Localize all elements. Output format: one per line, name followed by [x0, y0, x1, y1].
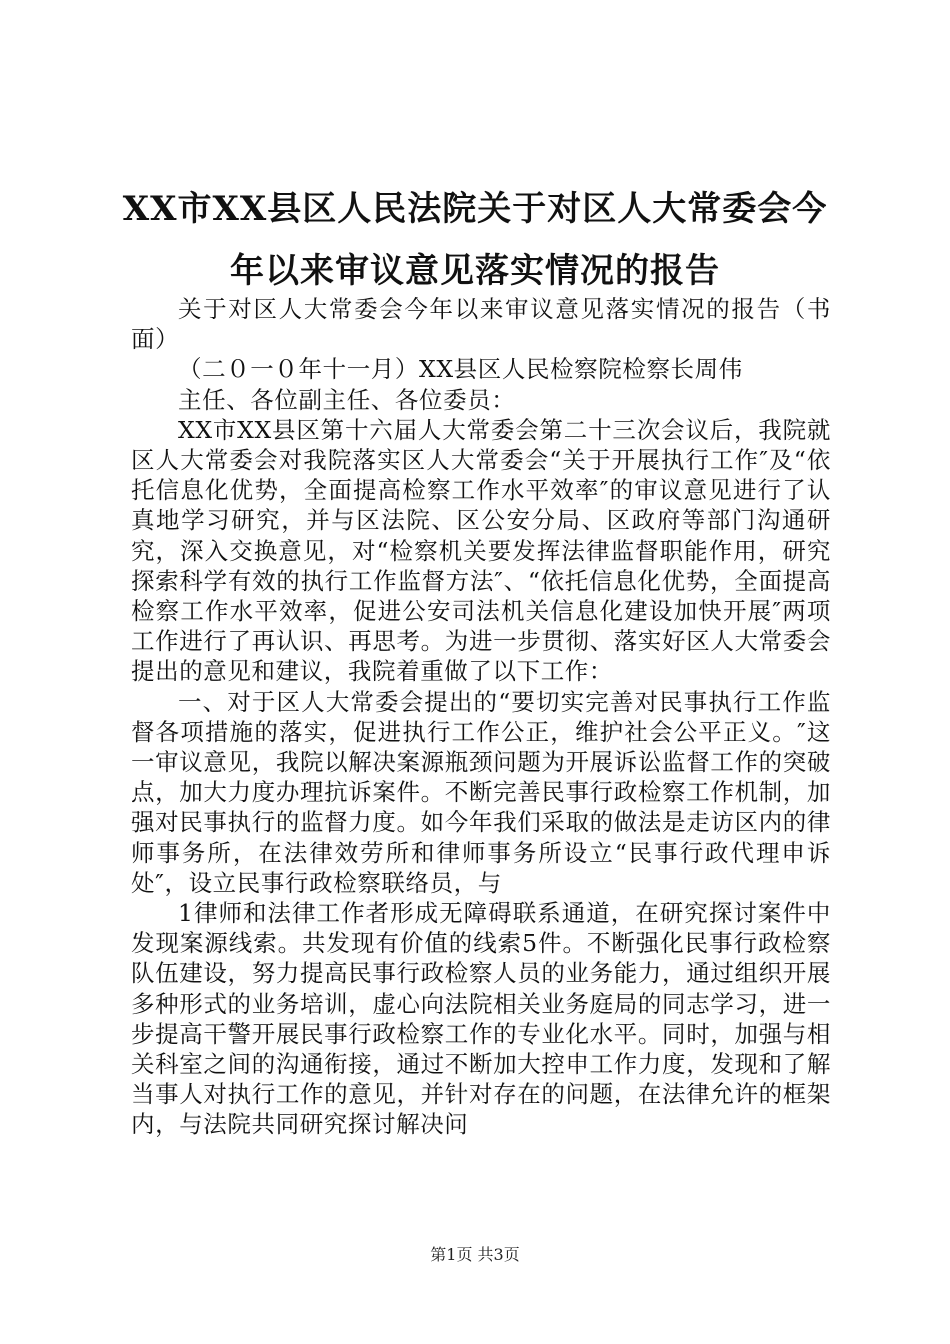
body-paragraph: XX市XX县区第十六届人大常委会第二十三次会议后，我院就区人大常委会对我院落实区人大常委会“关于开展执行工作″及“依托信息化优势，全面提高检察工作水平效率″的审议意见进行了认真地学习研究，并与区法院、区公安分局、区政府等部门沟通研究，深入交换意见，对“检察机关要发挥法律监督职能作用，研究探索科学有效的执行工作监督方法″、“依托信息化优势，全面提高检察工作水平效率，促进公安司法机关信息化建设加快开展″两项工作进行了再认识、再思考。为进一步贯彻、落实好区人大常委会提出的意见和建议，我院着重做了以下工作：: [131, 415, 831, 686]
title-line-2: 年以来审议意见落实情况的报告: [230, 251, 720, 291]
document-title: [110, 178, 840, 302]
body-paragraph: 1律师和法律工作者形成无障碍联系通道，在研究探讨案件中发现案源线索。共发现有价值的线索5件。不断强化民事行政检察队伍建设，努力提高民事行政检察人员的业务能力，通过组织开展多种形式的业务培训，虚心向法院相关业务庭局的同志学习，进一步提高干警开展民事行政检察工作的专业化水平。同时，加强与相关科室之间的沟通衔接，通过不断加大控申工作力度，发现和了解当事人对执行工作的意见，并针对存在的问题，在法律允许的框架内，与法院共同研究探讨解决问: [131, 899, 831, 1139]
date-author-paragraph: （二０一０年十一月）XX县区人民检察院检察长周伟: [178, 355, 743, 384]
title-line-1: XX市XX县区人民法院关于对区人大常委会今: [122, 189, 828, 229]
document-body: [131, 294, 831, 1140]
body-paragraph: 一、对于区人大常委会提出的“要切实完善对民事执行工作监督各项措施的落实，促进执行工作公正，维护社会公平正义。″这一审议意见，我院以解决案源瓶颈问题为开展诉讼监督工作的突破点，加大力度办理抗诉案件。不断完善民事行政检察工作机制，加强对民事执行的监督力度。如今年我们采取的做法是走访区内的律师事务所，在法律效劳所和律师事务所设立“民事行政代理申诉处″，设立民事行政检察联络员，与: [131, 687, 831, 897]
salutation-paragraph: 主任、各位副主任、各位委员：: [178, 385, 516, 414]
page-number-footer: 第1页 共3页: [430, 1245, 520, 1264]
report-subtitle-paragraph: 关于对区人大常委会今年以来审议意见落实情况的报告（书面）: [131, 295, 831, 354]
